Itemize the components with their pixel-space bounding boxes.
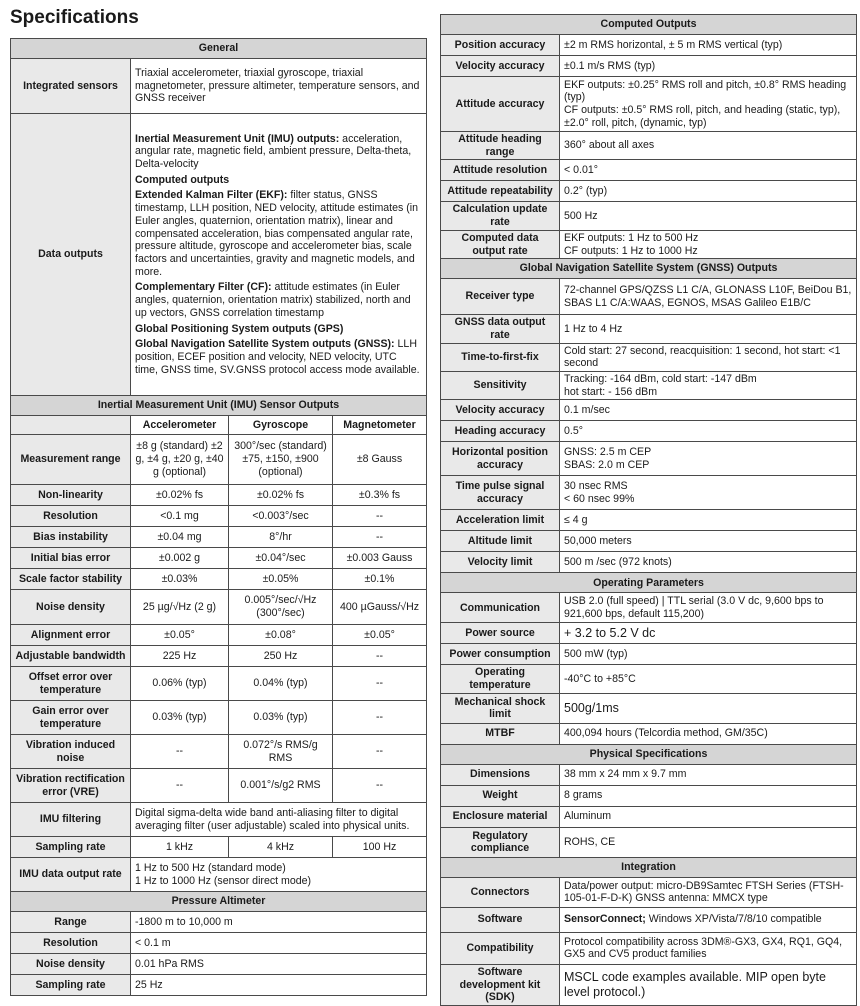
row-value: 500 Hz (560, 202, 857, 230)
row-label: MTBF (441, 723, 560, 744)
gnss-title: Global Navigation Satellite System outputs (GNSS): (135, 338, 395, 351)
row-label: Calculation update rate (441, 202, 560, 230)
page-title: Specifications (10, 7, 139, 28)
row-value: ROHS, CE (560, 827, 857, 857)
column-header: Accelerometer (131, 416, 229, 435)
cell: -- (333, 769, 427, 803)
row-label: Communication (441, 593, 560, 623)
row-label: Alignment error (11, 625, 131, 646)
row-value: -40°C to +85°C (560, 665, 857, 693)
cell: -- (131, 769, 229, 803)
row-value: Data/power output: micro-DB9Samtec FTSH Series (FTSH-105-01-F-D-K) GNSS antenna: MMCX type (560, 877, 857, 907)
column-header: Magnetometer (333, 416, 427, 435)
row-label: Gain error over temperature (11, 701, 131, 735)
row-label: Power source (441, 623, 560, 644)
row-value: 1 Hz to 4 Hz (560, 315, 857, 343)
row-label: Offset error over temperature (11, 667, 131, 701)
row-value (560, 442, 857, 476)
row-label: Connectors (441, 877, 560, 907)
cell: <0.003°/sec (229, 506, 333, 527)
software-compat: Windows XP/Vista/7/8/10 compatible (645, 913, 822, 926)
row-label: Receiver type (441, 279, 560, 315)
section-header-altimeter: Pressure Altimeter (11, 892, 427, 912)
row-label: Integrated sensors (11, 59, 131, 114)
section-header-operating: Operating Parameters (441, 573, 857, 593)
software-name: SensorConnect; (564, 913, 646, 926)
row-label: Data outputs (11, 114, 131, 396)
cell: 1 kHz (131, 837, 229, 858)
row-value: Protocol compatibility across 3DM®-GX3, GX4, RQ1, GQ4, GX5 and CV5 product families (560, 932, 857, 964)
row-value: 360° about all axes (560, 132, 857, 160)
cell: ±0.03% (131, 569, 229, 590)
row-value: 0.5° (560, 421, 857, 442)
row-value: Digital sigma-delta wide band anti-aliasing filter to digital averaging filter (user adjustable) scaled into physical units. (131, 803, 427, 837)
ekf-text: filter status, GNSS timestamp, LLH position, NED velocity, attitude estimates (in Euler angles, quaternion, orientation matrix), linear and compensated acceleration, bias compensated angular rate, pressure altitude, gyroscope and accelerometer bias, scale factors and uncertainties, gravity and magnetic models, and more. (135, 189, 419, 278)
gps-title: Global Positioning System outputs (GPS) (135, 322, 344, 335)
row-label: Initial bias error (11, 548, 131, 569)
cell: ±0.02% fs (131, 485, 229, 506)
cell: 225 Hz (131, 646, 229, 667)
row-value: 0.1 m/sec (560, 400, 857, 421)
row-label: Noise density (11, 954, 131, 975)
cf-text: attitude estimates (in Euler angles, quaternion, orientation matrix) stabilized, north and up vectors, GNSS correlation timestamp (135, 281, 411, 319)
row-label: Dimensions (441, 764, 560, 785)
imu-outputs-text: acceleration, angular rate, magnetic field, ambient pressure, Delta-theta, Delta-velocity (135, 132, 412, 171)
row-value: 50,000 meters (560, 531, 857, 552)
section-header-computed: Computed Outputs (441, 15, 857, 35)
row-value: Triaxial accelerometer, triaxial gyroscope, triaxial magnetometer, pressure altimeter, temperature sensors, and GNSS receiver (131, 59, 427, 114)
corner-cell (11, 416, 131, 435)
cell: 0.001°/s/g2 RMS (229, 769, 333, 803)
row-value: 25 Hz (131, 975, 427, 996)
section-header-physical: Physical Specifications (441, 744, 857, 764)
row-value (131, 858, 427, 892)
row-value: USB 2.0 (full speed) | TTL serial (3.0 V dc, 9,600 bps to 921,600 bps, default 115,200) (560, 593, 857, 623)
row-label: Acceleration limit (441, 510, 560, 531)
cell: ±0.05% (229, 569, 333, 590)
value-line: 1 Hz to 1000 Hz (sensor direct mode) (135, 874, 312, 887)
row-value: Cold start: 27 second, reacquisition: 1 second, hot start: <1 second (560, 343, 857, 371)
row-label: Computed data output rate (441, 230, 560, 258)
value-line: EKF outputs: 1 Hz to 500 Hz (564, 231, 699, 244)
cell: 0.06% (typ) (131, 667, 229, 701)
row-value (560, 230, 857, 258)
row-value: ±0.1 m/s RMS (typ) (560, 56, 857, 77)
section-header-integration: Integration (441, 857, 857, 877)
row-value: 500 m /sec (972 knots) (560, 552, 857, 573)
cell: ±0.002 g (131, 548, 229, 569)
section-header-gnss: Global Navigation Satellite System (GNSS) Outputs (441, 259, 857, 279)
cell: 300°/sec (standard) ±75, ±150, ±900 (optional) (229, 435, 333, 485)
value-line: SBAS: 2.0 m CEP (564, 458, 650, 471)
column-header: Gyroscope (229, 416, 333, 435)
row-label: Enclosure material (441, 806, 560, 827)
cell: ±0.08° (229, 625, 333, 646)
row-value (560, 77, 857, 132)
cell: ±0.05° (131, 625, 229, 646)
cell: 400 µGauss/√Hz (333, 590, 427, 625)
cell: ±8 g (standard) ±2 g, ±4 g, ±20 g, ±40 g (optional) (131, 435, 229, 485)
row-label: Sensitivity (441, 372, 560, 400)
cell: 4 kHz (229, 837, 333, 858)
row-value: 38 mm x 24 mm x 9.7 mm (560, 764, 857, 785)
row-label: Mechanical shock limit (441, 693, 560, 723)
row-label: Noise density (11, 590, 131, 625)
row-label: Time pulse signal accuracy (441, 476, 560, 510)
section-header-imu: Inertial Measurement Unit (IMU) Sensor Outputs (11, 396, 427, 416)
row-label: IMU filtering (11, 803, 131, 837)
cell: <0.1 mg (131, 506, 229, 527)
row-label: Scale factor stability (11, 569, 131, 590)
value-line: 1 Hz to 500 Hz (standard mode) (135, 861, 286, 874)
cell: 0.03% (typ) (131, 701, 229, 735)
row-value: -1800 m to 10,000 m (131, 912, 427, 933)
cell: 250 Hz (229, 646, 333, 667)
ekf-title: Extended Kalman Filter (EKF): (135, 189, 288, 202)
cell: -- (333, 527, 427, 548)
cell: 0.03% (typ) (229, 701, 333, 735)
value-line: < 60 nsec 99% (564, 492, 635, 505)
row-label: Horizontal position accuracy (441, 442, 560, 476)
row-label: Altitude limit (441, 531, 560, 552)
row-label: Time-to-first-fix (441, 343, 560, 371)
row-label: Attitude resolution (441, 160, 560, 181)
row-label: Adjustable bandwidth (11, 646, 131, 667)
value-line: hot start: - 156 dBm (564, 385, 658, 398)
row-value: 8 grams (560, 785, 857, 806)
row-value: 500g/1ms (560, 693, 857, 723)
cell: -- (333, 646, 427, 667)
row-label: Velocity accuracy (441, 56, 560, 77)
row-label: Vibration rectification error (VRE) (11, 769, 131, 803)
row-label: Velocity limit (441, 552, 560, 573)
row-label: Compatibility (441, 932, 560, 964)
row-label: Position accuracy (441, 35, 560, 56)
row-label: Velocity accuracy (441, 400, 560, 421)
cf-title: Complementary Filter (CF): (135, 281, 272, 294)
value-line: 30 nsec RMS (564, 480, 628, 493)
row-value (560, 907, 857, 932)
row-label: Sampling rate (11, 975, 131, 996)
cell: ±8 Gauss (333, 435, 427, 485)
cell: ±0.3% fs (333, 485, 427, 506)
row-label: Regulatory compliance (441, 827, 560, 857)
row-label: Resolution (11, 506, 131, 527)
cell: 0.072°/s RMS/g RMS (229, 735, 333, 769)
cell: -- (333, 506, 427, 527)
cell: ±0.1% (333, 569, 427, 590)
value-line: CF outputs: ±0.5° RMS roll, pitch, and heading (static, typ), ±2.0° roll, pitch, (dynamic, typ) (564, 104, 841, 129)
row-value: 500 mW (typ) (560, 644, 857, 665)
cell: 100 Hz (333, 837, 427, 858)
right-spec-table (440, 14, 857, 1006)
row-label: Attitude heading range (441, 132, 560, 160)
value-line: Tracking: -164 dBm, cold start: -147 dBm (564, 373, 757, 386)
row-label: Attitude accuracy (441, 77, 560, 132)
row-value: 0.2° (typ) (560, 181, 857, 202)
row-label: Power consumption (441, 644, 560, 665)
cell: 0.005°/sec/√Hz (300°/sec) (229, 590, 333, 625)
row-label: Weight (441, 785, 560, 806)
row-value: < 0.1 m (131, 933, 427, 954)
row-value: 400,094 hours (Telcordia method, GM/35C) (560, 723, 857, 744)
row-label: Software (441, 907, 560, 932)
row-value: 0.01 hPa RMS (131, 954, 427, 975)
value-line: EKF outputs: ±0.25° RMS roll and pitch, ±0.8° RMS heading (typ) (564, 78, 847, 104)
row-value: + 3.2 to 5.2 V dc (560, 623, 857, 644)
row-label: Measurement range (11, 435, 131, 485)
row-label: Operating temperature (441, 665, 560, 693)
row-value (560, 476, 857, 510)
cell: 0.04% (typ) (229, 667, 333, 701)
cell: ±0.04°/sec (229, 548, 333, 569)
row-label: Bias instability (11, 527, 131, 548)
row-label: Vibration induced noise (11, 735, 131, 769)
cell: ±0.05° (333, 625, 427, 646)
cell: 8°/hr (229, 527, 333, 548)
cell: -- (333, 701, 427, 735)
section-header-general: General (11, 39, 427, 59)
cell: -- (333, 735, 427, 769)
row-value: ≤ 4 g (560, 510, 857, 531)
row-label: Sampling rate (11, 837, 131, 858)
imu-outputs-title: Inertial Measurement Unit (IMU) outputs: (135, 132, 340, 145)
gnss-text: LLH position, ECEF position and velocity, NED velocity, UTC time, GNSS time, SV.GNSS protocol access mode available. (135, 338, 420, 376)
cell: 25 µg/√Hz (2 g) (131, 590, 229, 625)
row-value: < 0.01° (560, 160, 857, 181)
value-line: CF outputs: 1 Hz to 1000 Hz (564, 244, 698, 257)
row-label: Software development kit (SDK) (441, 964, 560, 1005)
row-value: MSCL code examples available. MIP open byte level protocol.) (560, 964, 857, 1005)
cell: -- (333, 667, 427, 701)
row-label: Resolution (11, 933, 131, 954)
value-line: GNSS: 2.5 m CEP (564, 446, 652, 459)
computed-outputs-title: Computed outputs (135, 173, 230, 186)
row-label: IMU data output rate (11, 858, 131, 892)
row-label: GNSS data output rate (441, 315, 560, 343)
row-value: Aluminum (560, 806, 857, 827)
cell: ±0.04 mg (131, 527, 229, 548)
row-label: Non-linearity (11, 485, 131, 506)
row-label: Attitude repeatability (441, 181, 560, 202)
data-outputs-value (131, 114, 427, 396)
row-label: Range (11, 912, 131, 933)
row-label: Heading accuracy (441, 421, 560, 442)
cell: ±0.003 Gauss (333, 548, 427, 569)
left-spec-table (10, 38, 427, 996)
cell: ±0.02% fs (229, 485, 333, 506)
row-value: 72-channel GPS/QZSS L1 C/A, GLONASS L10F, BeiDou B1, SBAS L1 C/A:WAAS, EGNOS, MSAS Galileo E1B/C (560, 279, 857, 315)
row-value (560, 372, 857, 400)
row-value: ±2 m RMS horizontal, ± 5 m RMS vertical (typ) (560, 35, 857, 56)
cell: -- (131, 735, 229, 769)
